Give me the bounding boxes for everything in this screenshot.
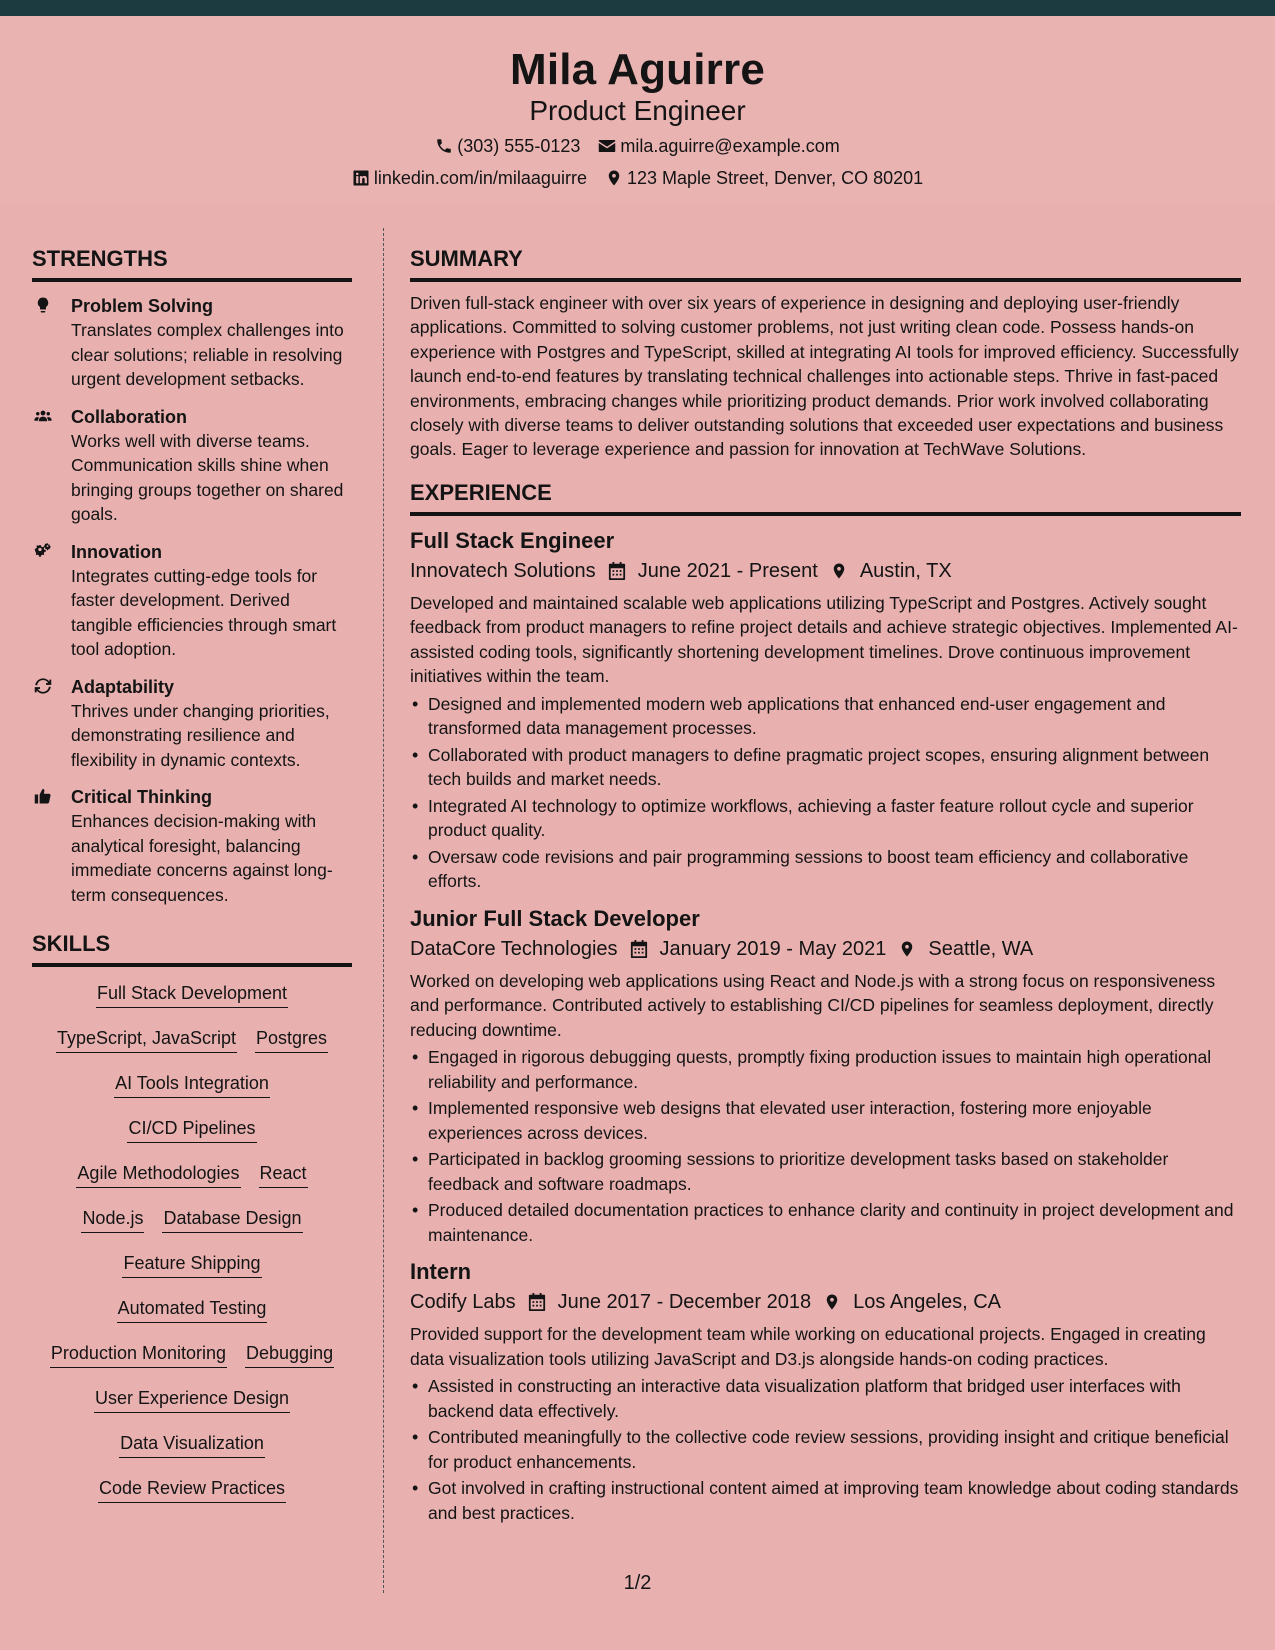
- bullet-item: • Engaged in rigorous debugging quests, promptly fixing production issues to maintain high operational reliability and performance.: [410, 1045, 1241, 1094]
- envelope-icon: [598, 137, 616, 155]
- skill-tag: Production Monitoring: [50, 1341, 227, 1368]
- skill-tag: React: [259, 1161, 308, 1188]
- job-meta: [410, 1288, 1241, 1316]
- job-role: Junior Full Stack Developer: [410, 905, 700, 931]
- skill-tag: Data Visualization: [119, 1431, 265, 1458]
- strength-title: Collaboration: [71, 406, 187, 427]
- strength-title: Adaptability: [71, 676, 175, 697]
- map-pin-icon: [898, 939, 916, 959]
- skill-tag: Debugging: [245, 1341, 334, 1368]
- email-text: mila.aguirre@example.com: [620, 136, 840, 156]
- map-pin-icon: [605, 169, 623, 187]
- experience-section: [410, 478, 1241, 1526]
- linkedin-icon: [352, 169, 370, 187]
- bullet-item: • Collaborated with product managers to define pragmatic project scopes, ensuring alignment between tech builds and market needs.: [410, 743, 1241, 792]
- skill-tag: Feature Shipping: [122, 1251, 261, 1278]
- contact-address: [605, 167, 923, 189]
- strength-desc: Works well with diverse teams. Communication skills shine when bringing groups together on shared goals.: [71, 430, 344, 524]
- strength-desc: Thrives under changing priorities, demonstrating resilience and flexibility in dynamic contexts.: [71, 700, 330, 770]
- column-divider: [383, 228, 384, 1593]
- skill-tag: Node.js: [81, 1206, 144, 1233]
- address-text: 123 Maple Street, Denver, CO 80201: [626, 168, 924, 188]
- strength-desc: Integrates cutting-edge tools for faster development. Derived tangible efficiencies through smart tool adoption.: [71, 565, 337, 659]
- strength-desc: Translates complex challenges into clear solutions; reliable in resolving urgent development setbacks.: [71, 320, 344, 389]
- top-accent-bar: [0, 0, 1275, 16]
- job-meta: [410, 935, 1241, 963]
- job-description: Developed and maintained scalable web applications utilizing TypeScript and Postgres. Actively sought feedback from product managers to refine project details and achieve strategic objectives. Implemented AI-assisted coding tools, significantly shortening development timelines. Drove continuous improvement initiatives within the team.: [410, 592, 1238, 687]
- job-description: Provided support for the development team while working on educational projects. Engaged in creating data visualization tools utilizing JavaScript and D3.js alongside hands-on coding practices.: [410, 1324, 1206, 1369]
- strength-item: [32, 785, 352, 907]
- sync-icon: [32, 677, 54, 697]
- job-location: Los Angeles, CA: [853, 1291, 1001, 1314]
- job-company: Codify Labs: [410, 1291, 516, 1314]
- bullet-item: • Participated in backlog grooming sessions to prioritize development tasks based on stakeholder feedback and software roadmaps.: [410, 1147, 1241, 1196]
- skill-tag: CI/CD Pipelines: [127, 1116, 256, 1143]
- strength-title: Critical Thinking: [71, 787, 213, 807]
- job-entry: [410, 904, 1241, 1248]
- candidate-title: Product Engineer: [529, 95, 746, 126]
- skill-tag: Agile Methodologies: [76, 1161, 240, 1188]
- bullet-item: • Integrated AI technology to optimize workflows, achieving a faster feature rollout cycle and superior product quality.: [410, 794, 1241, 843]
- calendar-icon: [608, 561, 626, 581]
- lightbulb-icon: [32, 296, 54, 316]
- job-dates: June 2021 - Present: [637, 559, 818, 582]
- strength-item: [32, 405, 352, 527]
- bullet-item: • Contributed meaningfully to the collective code review sessions, providing insight and critique beneficial for product enhancements.: [410, 1425, 1241, 1474]
- strength-title: Problem Solving: [71, 296, 214, 316]
- skill-tag: Code Review Practices: [98, 1476, 286, 1503]
- skills-heading: SKILLS: [32, 929, 352, 967]
- linkedin-text: linkedin.com/in/milaaguirre: [373, 168, 587, 188]
- summary-section: [410, 244, 1241, 462]
- strength-item: [32, 294, 352, 392]
- summary-text: Driven full-stack engineer with over six years of experience in designing and deploying user-friendly applications. Committed to solving customer problems, not just writing clean code. Possess hands-on experience with Postgres and TypeScript, skilled at integrating AI tools for improved efficiency. Successfully launch end-to-end features by translating technical challenges into actionable steps. Thrive in fast-paced environments, embracing changes while prioritizing product demands. Prior work involved collaborating closely with diverse teams to deliver outstanding solutions that exceeded user expectations and business goals. Eager to leverage experience and passion for innovation at TechWave Solutions.: [410, 293, 1239, 460]
- job-dates: June 2017 - December 2018: [557, 1291, 812, 1314]
- strengths-heading: STRENGTHS: [32, 244, 352, 282]
- strength-item: [32, 540, 352, 662]
- resume-header: [0, 16, 1275, 204]
- job-location: Austin, TX: [859, 559, 952, 582]
- job-description: Worked on developing web applications using React and Node.js with a strong focus on responsiveness and performance. Contributed actively to establishing CI/CD pipelines for seamless deployment, directly reducing downtime.: [410, 970, 1216, 1040]
- skill-tag: Automated Testing: [117, 1296, 268, 1323]
- job-role: Intern: [410, 1259, 472, 1285]
- users-icon: [32, 407, 54, 427]
- bullet-item: • Assisted in constructing an interactive data visualization platform that bridged user interfaces with backend data effectively.: [410, 1374, 1241, 1423]
- bullet-item: • Designed and implemented modern web applications that enhanced end-user engagement and transformed data management processes.: [410, 692, 1241, 741]
- job-location: Seattle, WA: [928, 937, 1034, 960]
- calendar-icon: [630, 939, 648, 959]
- page-number: 1/2: [623, 1572, 652, 1594]
- job-meta: [410, 557, 1241, 585]
- bullet-item: • Got involved in crafting instructional content aimed at improving team knowledge about coding standards and best practices.: [410, 1476, 1241, 1525]
- job-company: DataCore Technologies: [410, 937, 618, 960]
- skill-tag: User Experience Design: [94, 1386, 290, 1413]
- job-role: Full Stack Engineer: [410, 527, 615, 553]
- job-bullets: [410, 1374, 1241, 1525]
- phone-icon: [435, 137, 453, 155]
- job-entry: [410, 1257, 1241, 1525]
- calendar-icon: [528, 1292, 546, 1312]
- contact-linkedin[interactable]: [352, 167, 587, 189]
- contact-line-1: [0, 135, 1275, 157]
- skill-tag: Database Design: [162, 1206, 302, 1233]
- skill-tag: TypeScript, JavaScript: [56, 1026, 237, 1053]
- skill-tag: Postgres: [255, 1026, 328, 1053]
- map-pin-icon: [830, 561, 848, 581]
- gears-icon: [32, 542, 54, 562]
- candidate-name: Mila Aguirre: [509, 45, 766, 94]
- strength-title: Innovation: [71, 541, 162, 562]
- strength-desc: Enhances decision-making with analytical foresight, balancing immediate concerns against long-term consequences.: [71, 811, 333, 905]
- bullet-item: • Implemented responsive web designs that elevated user interaction, fostering more enjoyable experiences across devices.: [410, 1096, 1241, 1145]
- job-bullets: [410, 692, 1241, 894]
- job-entry: [410, 526, 1241, 894]
- bullet-item: • Oversaw code revisions and pair programming sessions to boost team efficiency and collaborative efforts.: [410, 845, 1241, 894]
- skills-section: [32, 929, 352, 1521]
- map-pin-icon: [823, 1292, 841, 1312]
- experience-heading: EXPERIENCE: [410, 478, 1241, 516]
- contact-line-2: [0, 167, 1275, 189]
- job-bullets: [410, 1045, 1241, 1247]
- job-dates: January 2019 - May 2021: [659, 937, 887, 960]
- skills-list: [32, 981, 352, 1521]
- right-column: [410, 244, 1241, 1527]
- strength-item: [32, 675, 352, 773]
- skill-tag: AI Tools Integration: [114, 1071, 270, 1098]
- bullet-item: • Produced detailed documentation practices to enhance clarity and continuity in project development and maintenance.: [410, 1198, 1241, 1247]
- contact-phone[interactable]: [435, 135, 580, 157]
- contact-email[interactable]: [598, 135, 839, 157]
- left-column: [32, 244, 352, 1521]
- thumbs-up-icon: [32, 787, 54, 807]
- summary-heading: SUMMARY: [410, 244, 1241, 282]
- phone-text: (303) 555-0123: [457, 136, 581, 156]
- skill-tag: Full Stack Development: [96, 981, 288, 1008]
- strengths-section: [32, 244, 352, 907]
- job-company: Innovatech Solutions: [410, 559, 596, 582]
